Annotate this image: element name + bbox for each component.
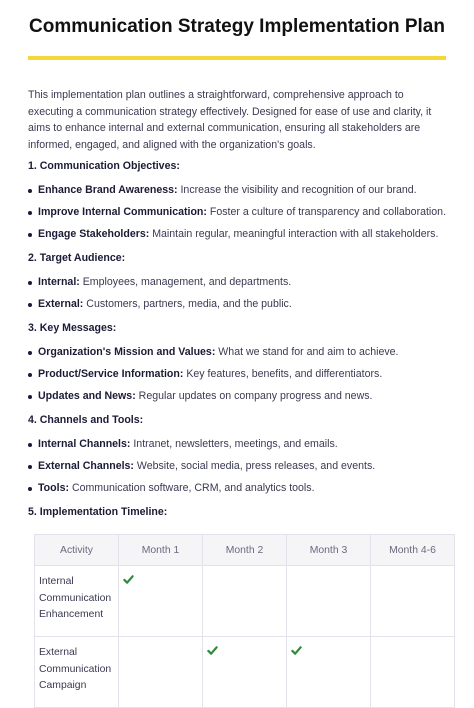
column-header: Month 3 xyxy=(287,535,371,566)
section-heading: 2. Target Audience: xyxy=(28,252,126,264)
item-term: Product/Service Information: xyxy=(38,367,184,380)
list-item xyxy=(28,204,448,221)
title-underline xyxy=(28,56,446,60)
section-heading: 5. Implementation Timeline: xyxy=(28,506,168,518)
month-cell xyxy=(119,566,203,637)
month-cell xyxy=(371,566,455,637)
item-text: Intranet, newsletters, meetings, and emails. xyxy=(130,437,338,450)
item-term: Tools: xyxy=(38,481,69,494)
checkmark-icon xyxy=(123,574,134,585)
checkmark-icon xyxy=(291,645,302,656)
intro-paragraph: This implementation plan outlines a straightforward, comprehensive approach to executing a communication strategy effectively. Designed for ease of use and clarity, it aims to enhance internal and external communication, ensuring all stakeholders are informed, engaged, and aligned with the organization's goals. xyxy=(28,89,432,151)
column-header: Month 1 xyxy=(119,535,203,566)
item-text: Foster a culture of transparency and collaboration. xyxy=(206,205,447,218)
section-heading: 3. Key Messages: xyxy=(28,322,117,334)
column-header: Month 2 xyxy=(203,535,287,566)
month-cell xyxy=(203,566,287,637)
list-item xyxy=(28,436,448,453)
item-term: Enhance Brand Awareness: xyxy=(38,183,178,196)
sections-container xyxy=(28,158,448,521)
item-text: Customers, partners, media, and the public. xyxy=(83,297,292,310)
list-item xyxy=(28,458,448,475)
item-term: Internal: xyxy=(38,275,80,288)
bullet-list xyxy=(28,436,448,497)
list-item xyxy=(28,344,448,361)
item-text: Key features, benefits, and differentiators. xyxy=(183,367,383,380)
list-item xyxy=(28,182,448,199)
document-body xyxy=(28,87,448,529)
section-3 xyxy=(28,320,448,404)
list-item xyxy=(28,388,448,405)
month-cell xyxy=(287,637,371,708)
item-term: Updates and News: xyxy=(38,389,136,402)
bullet-list xyxy=(28,274,448,313)
item-term: External: xyxy=(38,297,84,310)
list-item xyxy=(28,296,448,313)
item-text: Employees, management, and departments. xyxy=(79,275,292,288)
item-term: Engage Stakeholders: xyxy=(38,227,150,240)
item-text: Maintain regular, meaningful interaction with all stakeholders. xyxy=(149,227,439,240)
implementation-timeline-table xyxy=(34,534,455,708)
section-4 xyxy=(28,412,448,496)
item-text: Website, social media, press releases, and events. xyxy=(133,459,376,472)
section-heading: 4. Channels and Tools: xyxy=(28,414,144,426)
section-5 xyxy=(28,504,448,521)
list-item xyxy=(28,366,448,383)
item-term: Organization's Mission and Values: xyxy=(38,345,216,358)
month-cell xyxy=(119,637,203,708)
item-term: External Channels: xyxy=(38,459,134,472)
item-text: Communication software, CRM, and analytics tools. xyxy=(69,481,315,494)
item-text: What we stand for and aim to achieve. xyxy=(215,345,399,358)
section-1 xyxy=(28,158,448,242)
section-2 xyxy=(28,250,448,312)
activity-cell: External Communication Campaign xyxy=(35,637,119,708)
month-cell xyxy=(203,637,287,708)
list-item xyxy=(28,274,448,291)
timeline-body xyxy=(35,566,455,708)
activity-cell: Internal Communication Enhancement xyxy=(35,566,119,637)
list-item xyxy=(28,226,448,243)
item-term: Internal Channels: xyxy=(38,437,131,450)
table-row xyxy=(35,637,455,708)
table-row xyxy=(35,566,455,637)
column-header: Activity xyxy=(35,535,119,566)
bullet-list xyxy=(28,344,448,405)
checkmark-icon xyxy=(207,645,218,656)
item-term: Improve Internal Communication: xyxy=(38,205,207,218)
item-text: Increase the visibility and recognition of our brand. xyxy=(177,183,417,196)
document-title: Communication Strategy Implementation Plan xyxy=(29,16,445,37)
section-heading: 1. Communication Objectives: xyxy=(28,160,180,172)
column-header: Month 4-6 xyxy=(371,535,455,566)
month-cell xyxy=(287,566,371,637)
timeline-header-row xyxy=(35,535,455,566)
item-text: Regular updates on company progress and news. xyxy=(135,389,373,402)
month-cell xyxy=(371,637,455,708)
bullet-list xyxy=(28,182,448,243)
list-item xyxy=(28,480,448,497)
